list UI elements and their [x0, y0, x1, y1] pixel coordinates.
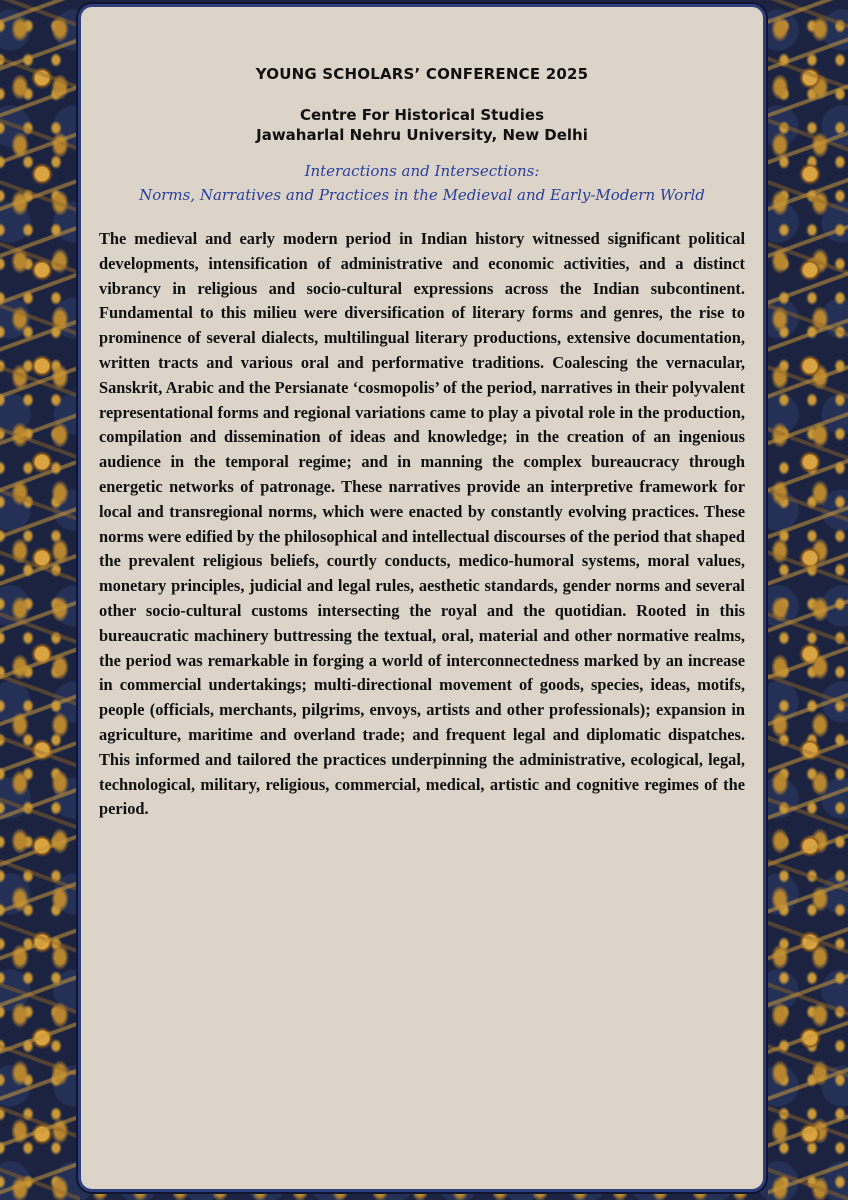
- organizer-block: [99, 105, 745, 145]
- ornamental-border-left: [0, 0, 80, 1200]
- conference-title: YOUNG SCHOLARS’ CONFERENCE 2025: [255, 65, 589, 83]
- ornamental-border-right: [768, 0, 848, 1200]
- theme-line-1: Interactions and Intersections:: [304, 162, 540, 180]
- theme-line-2: Norms, Narratives and Practices in the Medieval and Early-Modern World: [139, 186, 705, 204]
- content-panel: [78, 4, 766, 1192]
- university-name: Jawaharlal Nehru University, New Delhi: [256, 126, 588, 144]
- concept-note-paragraph: The medieval and early modern period in Indian history witnessed significant political developments, intensification of administrative and economic activities, and a distinct vibrancy in religious and socio-cultural expressions across the Indian subcontinent. Fundamental to this milieu were diversification of literary forms and genres, the rise to prominence of several dialects, multilingual literary productions, extensive documentation, written tracts and various oral and performative traditions. Coalescing the vernacular, Sanskrit, Arabic and the Persianate ‘cosmopolis’ of the period, narratives in their polyvalent representational forms and regional variations came to play a pivotal role in the production, compilation and dissemination of ideas and knowledge; in the creation of an ingenious audience in the temporal regime; and in manning the complex bureaucracy through energetic networks of patronage. These narratives provide an interpretive framework for local and transregional norms, which were enacted by constantly evolving practices. These norms were edified by the philosophical and intellectual discourses of the period that shaped the prevalent religious beliefs, courtly conducts, medico-humoral systems, moral values, monetary principles, judicial and legal rules, aesthetic standards, gender norms and several other socio-cultural customs intersecting the royal and the quotidian. Rooted in this bureaucratic machinery buttressing the textual, oral, material and other normative realms, the period was remarkable in forging a world of interconnectedness marked by an increase in commercial undertakings; multi-directional movement of goods, species, ideas, motifs, people (officials, merchants, pilgrims, envoys, artists and other professionals); expansion in agriculture, maritime and overland trade; and frequent legal and diplomatic dispatches. This informed and tailored the practices underpinning the administrative, ecological, legal, technological, military, religious, commercial, medical, artistic and cognitive regimes of the period.: [99, 229, 745, 819]
- centre-name: Centre For Historical Studies: [299, 106, 545, 124]
- conference-theme: [99, 159, 745, 207]
